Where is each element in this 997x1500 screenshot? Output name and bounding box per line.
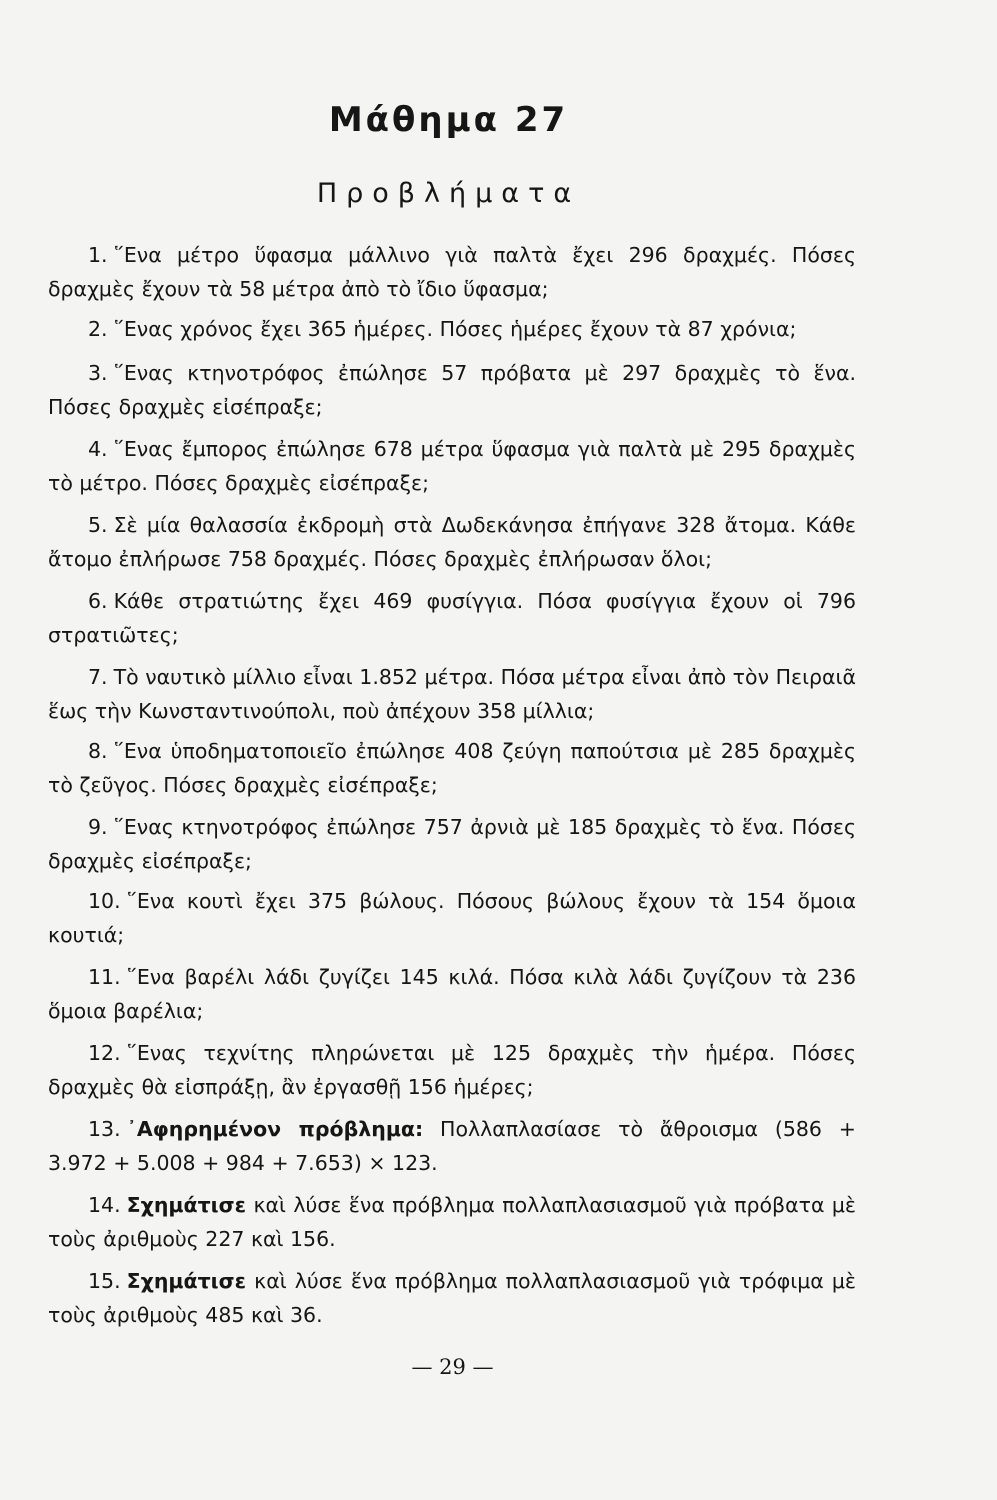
problem-number: 11. — [88, 965, 121, 989]
problem-number: 12. — [88, 1041, 121, 1065]
problem-5 — [48, 508, 856, 576]
problem-text: καὶ λύσε ἕνα πρόβλημα πολλαπλασιασμοῦ γιὰ τρόφιμα μὲ τοὺς ἀριθμοὺς 485 καὶ 36. — [48, 1269, 856, 1327]
problem-number: 15. — [88, 1269, 121, 1293]
problem-text: ῞Ενα μέτρο ὕφασμα μάλλινο γιὰ παλτὰ ἔχει 296 δραχμές. Πόσες δραχμὲς ἔχουν τὰ 58 μέτρα ἀπὸ τὸ ἴδιο ὕφασμα; — [48, 243, 856, 301]
section-title: Προβλήματα — [316, 178, 581, 209]
problem-text: ῞Ενας κτηνοτρόφος ἐπώλησε 757 ἀρνιὰ μὲ 185 δραχμὲς τὸ ἕνα. Πόσες δραχμὲς εἰσέπραξε; — [48, 815, 856, 873]
problem-text: Κάθε στρατιώτης ἔχει 469 φυσίγγια. Πόσα φυσίγγια ἔχουν οἱ 796 στρατιῶτες; — [48, 589, 856, 647]
page-number: — 29 — — [411, 1355, 494, 1379]
problem-text: ῞Ενας χρόνος ἔχει 365 ἡμέρες. Πόσες ἡμέρες ἔχουν τὰ 87 χρόνια; — [113, 317, 797, 341]
problem-number: 13. — [88, 1117, 121, 1141]
problem-number: 8. — [88, 739, 108, 763]
problem-6 — [48, 584, 856, 652]
problem-number: 6. — [88, 589, 108, 613]
problem-13 — [48, 1112, 856, 1180]
problem-number: 7. — [88, 665, 108, 689]
problem-number: 14. — [88, 1193, 121, 1217]
problem-text: καὶ λύσε ἕνα πρόβλημα πολλαπλασιασμοῦ γιὰ πρόβατα μὲ τοὺς ἀριθμοὺς 227 καὶ 156. — [48, 1193, 856, 1251]
problem-9 — [48, 810, 856, 878]
problem-12 — [48, 1036, 856, 1104]
problem-number: 4. — [88, 437, 108, 461]
problem-bold-label: Σχημάτισε — [126, 1193, 247, 1217]
problem-1 — [48, 238, 856, 306]
problem-11 — [48, 960, 856, 1028]
problem-number: 3. — [88, 361, 108, 385]
problem-number: 5. — [88, 513, 108, 537]
problem-3 — [48, 356, 856, 424]
problem-4 — [48, 432, 856, 500]
problem-8 — [48, 734, 856, 802]
problem-10 — [48, 884, 856, 952]
problem-text: Σὲ μία θαλασσία ἐκδρομὴ στὰ Δωδεκάνησα ἐπήγανε 328 ἄτομα. Κάθε ἄτομο ἐπλήρωσε 758 δραχμές. Πόσες δραχμὲς ἐπλήρωσαν ὅλοι; — [48, 513, 856, 571]
problem-number: 2. — [88, 317, 108, 341]
problem-number: 10. — [88, 889, 121, 913]
lesson-title: Μάθημα 27 — [328, 100, 569, 140]
problem-text: ῞Ενας ἔμπορος ἐπώλησε 678 μέτρα ὕφασμα γιὰ παλτὰ μὲ 295 δραχμὲς τὸ μέτρο. Πόσες δραχμὲς εἰσέπραξε; — [48, 437, 856, 495]
problem-2 — [48, 312, 856, 346]
problem-text: Πολλαπλασίασε τὸ ἄθροισμα (586 + 3.972 + 5.008 + 984 + 7.653) × 123. — [48, 1117, 856, 1175]
problem-text: ῞Ενα βαρέλι λάδι ζυγίζει 145 κιλά. Πόσα κιλὰ λάδι ζυγίζουν τὰ 236 ὅμοια βαρέλια; — [48, 965, 856, 1023]
problem-text: ῞Ενας τεχνίτης πληρώνεται μὲ 125 δραχμὲς τὴν ἡμέρα. Πόσες δραχμὲς θὰ εἰσπράξῃ, ἂν ἐργασθῇ 156 ἡμέρες; — [48, 1041, 856, 1099]
problem-bold-label: ᾿Αφηρημένον πρόβλημα: — [126, 1117, 424, 1141]
problem-bold-label: Σχημάτισε — [126, 1269, 247, 1293]
problem-14 — [48, 1188, 856, 1256]
problem-text: Τὸ ναυτικὸ μίλλιο εἶναι 1.852 μέτρα. Πόσα μέτρα εἶναι ἀπὸ τὸν Πειραιᾶ ἕως τὴν Κωνσταντινούπολι, ποὺ ἀπέχουν 358 μίλλια; — [48, 665, 856, 723]
problem-number: 1. — [88, 243, 108, 267]
problem-7 — [48, 660, 856, 728]
problem-text: ῞Ενα ὑποδηματοποιεῖο ἐπώλησε 408 ζεύγη παπούτσια μὲ 285 δραχμὲς τὸ ζεῦγος. Πόσες δραχμὲς εἰσέπραξε; — [48, 739, 856, 797]
problem-15 — [48, 1264, 856, 1332]
problem-text: ῞Ενας κτηνοτρόφος ἐπώλησε 57 πρόβατα μὲ 297 δραχμὲς τὸ ἕνα. Πόσες δραχμὲς εἰσέπραξε; — [48, 361, 856, 419]
problem-number: 9. — [88, 815, 108, 839]
problem-text: ῞Ενα κουτὶ ἔχει 375 βώλους. Πόσους βώλους ἔχουν τὰ 154 ὅμοια κουτιά; — [48, 889, 856, 947]
